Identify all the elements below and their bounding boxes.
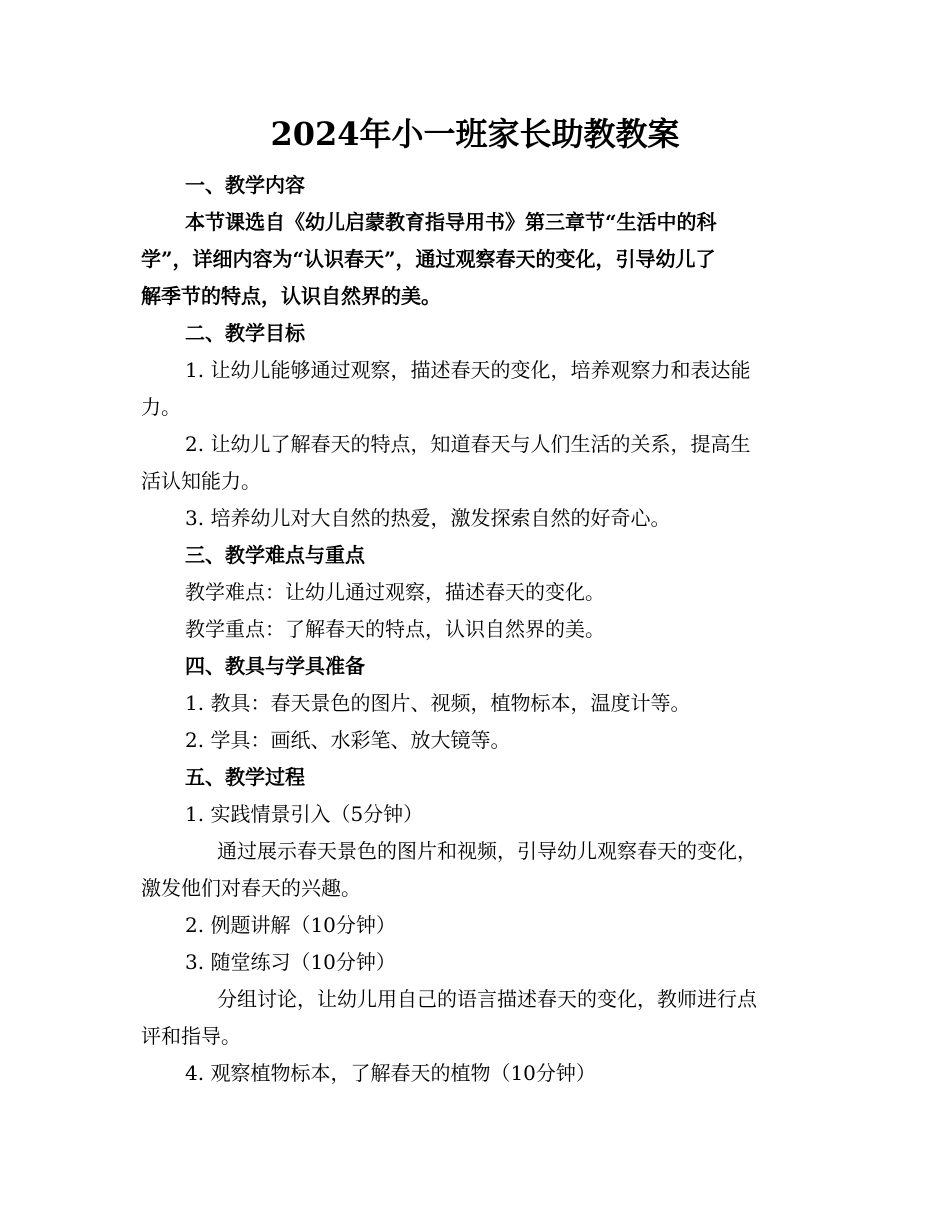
section-5-item-1-paragraph-line-1: 通过展示春天景色的图片和视频，引导幼儿观察春天的变化，	[217, 839, 757, 863]
section-2-item-1-line-2: 力。	[141, 395, 181, 419]
section-4-item-2: 2. 学具：画纸、水彩笔、放大镜等。	[185, 728, 511, 752]
section-3-difficulty: 教学难点：让幼儿通过观察，描述春天的变化。	[185, 580, 605, 604]
section-2-item-3: 3. 培养幼儿对大自然的热爱，激发探索自然的好奇心。	[185, 506, 671, 530]
section-2-item-2-line-1: 2. 让幼儿了解春天的特点，知道春天与人们生活的关系，提高生	[185, 432, 751, 456]
section-5-item-3: 3. 随堂练习（10分钟）	[185, 950, 396, 974]
section-2-item-1-line-1: 1. 让幼儿能够通过观察，描述春天的变化，培养观察力和表达能	[185, 358, 751, 382]
section-2-item-2-line-2: 活认知能力。	[141, 469, 261, 493]
section-1-heading: 一、教学内容	[185, 173, 305, 197]
section-4-item-1: 1. 教具：春天景色的图片、视频，植物标本，温度计等。	[185, 691, 691, 715]
section-5-item-3-paragraph-line-1: 分组讨论，让幼儿用自己的语言描述春天的变化，教师进行点	[217, 987, 757, 1011]
section-5-item-2: 2. 例题讲解（10分钟）	[185, 913, 396, 937]
section-1-paragraph-line-1: 本节课选自《幼儿启蒙教育指导用书》第三章节“生活中的科	[185, 210, 717, 234]
section-5-item-4: 4. 观察植物标本，了解春天的植物（10分钟）	[185, 1061, 596, 1085]
section-2-heading: 二、教学目标	[185, 321, 305, 345]
section-1-paragraph-line-3: 解季节的特点，认识自然界的美。	[141, 284, 441, 308]
section-4-heading: 四、教具与学具准备	[185, 654, 365, 678]
section-1-paragraph-line-2: 学”，详细内容为“认识春天”，通过观察春天的变化，引导幼儿了	[141, 247, 716, 271]
section-3-heading: 三、教学难点与重点	[185, 543, 365, 567]
document-title: 2024年小一班家长助教教案	[270, 115, 680, 153]
section-5-item-3-paragraph-line-2: 评和指导。	[141, 1024, 241, 1048]
section-5-item-1-paragraph-line-2: 激发他们对春天的兴趣。	[141, 876, 361, 900]
section-3-focus: 教学重点：了解春天的特点，认识自然界的美。	[185, 617, 605, 641]
section-5-item-1: 1. 实践情景引入（5分钟）	[185, 802, 424, 826]
section-5-heading: 五、教学过程	[185, 765, 305, 789]
